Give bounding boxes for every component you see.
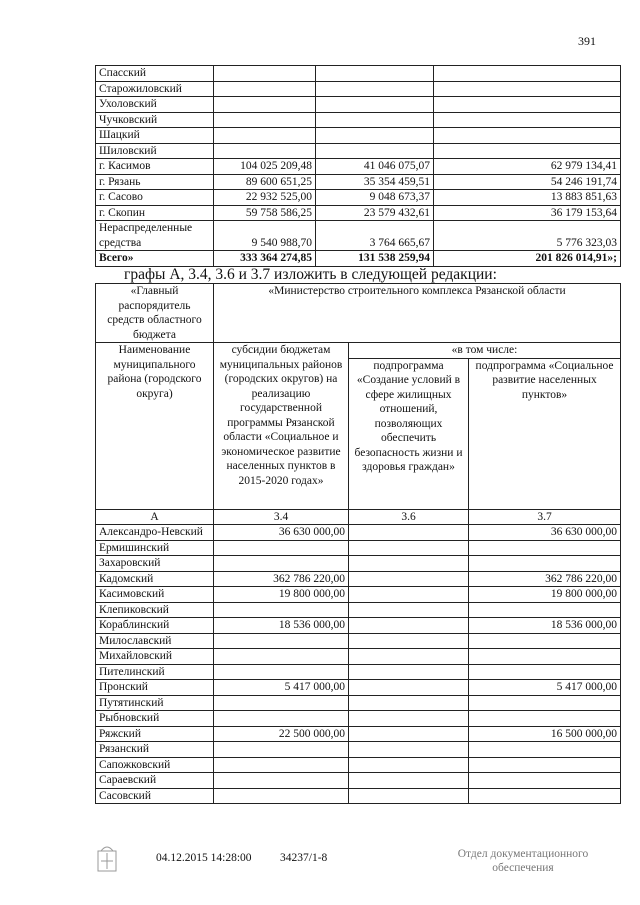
table-row [96,221,621,251]
value-cell [434,66,621,82]
value-cell: 5 417 000,00 [214,680,349,696]
value-cell: 19 800 000,00 [469,587,621,603]
table-row [96,618,621,634]
value-cell [469,540,621,556]
district-name-cell: Рыбновский [96,711,214,727]
district-name-cell: г. Сасово [96,190,214,206]
department-stamp [448,847,598,875]
value-cell [434,128,621,144]
value-cell [469,757,621,773]
district-name-cell: Нераспределенные средства [96,221,214,251]
value-cell: 5 776 323,03 [434,221,621,251]
header-subprogram-housing: подпрограмма «Создание условий в сфере жилищных отношений, позволяющих обеспечить безопасность жизни и здоровья граждан» [349,358,469,509]
district-name-cell: Михайловский [96,649,214,665]
value-cell [214,66,316,82]
value-cell [469,556,621,572]
value-cell [349,773,469,789]
district-name-cell: Захаровский [96,556,214,572]
table-row [96,602,621,618]
table-row [96,174,621,190]
district-name-cell: г. Касимов [96,159,214,175]
table-row [96,128,621,144]
value-cell [316,128,434,144]
value-cell [214,788,349,804]
table-row [96,556,621,572]
table-row [96,587,621,603]
table-row [96,112,621,128]
table-row [96,525,621,541]
value-cell [469,695,621,711]
table-row [96,571,621,587]
value-cell [349,602,469,618]
value-cell [349,618,469,634]
district-name-cell: Ермишинский [96,540,214,556]
value-cell: 22 932 525,00 [214,190,316,206]
value-cell [349,525,469,541]
district-name-cell: Сасовский [96,788,214,804]
value-cell [434,81,621,97]
value-cell [349,695,469,711]
header-district-name: Наименование муниципального района (городского округа) [96,343,214,510]
value-cell [469,649,621,665]
value-cell [214,742,349,758]
value-cell [214,695,349,711]
district-name-cell: Старожиловский [96,81,214,97]
value-cell [214,633,349,649]
value-cell [316,97,434,113]
district-name-cell: Александро-Невский [96,525,214,541]
value-cell [214,757,349,773]
district-name-cell: Клепиковский [96,602,214,618]
value-cell [316,112,434,128]
table-row [96,680,621,696]
value-cell [349,540,469,556]
value-cell: 13 883 851,63 [434,190,621,206]
value-cell [316,81,434,97]
table-row [96,66,621,82]
value-cell [349,587,469,603]
value-cell: 36 179 153,64 [434,205,621,221]
value-cell [349,788,469,804]
value-cell [349,711,469,727]
col-code-3-6: 3.6 [349,509,469,525]
value-cell [349,742,469,758]
district-name-cell: Касимовский [96,587,214,603]
header-ministry: «Министерство строительного комплекса Рязанской области [214,284,621,343]
value-cell [469,742,621,758]
value-cell [349,664,469,680]
page-number: 391 [578,34,596,48]
value-cell: 3 764 665,67 [316,221,434,251]
table-row [96,726,621,742]
table-row [96,190,621,206]
district-name-cell: Ряжский [96,726,214,742]
budget-table-continued [95,65,621,267]
header-subprogram-social: подпрограмма «Социальное развитие населенных пунктов» [469,358,621,509]
value-cell [349,633,469,649]
value-cell [349,649,469,665]
value-cell: 5 417 000,00 [469,680,621,696]
district-name-cell: Кораблинский [96,618,214,634]
table-row [96,711,621,727]
value-cell: 89 600 651,25 [214,174,316,190]
table-row [96,742,621,758]
value-cell [214,664,349,680]
intro-text: графы А, 3.4, 3.6 и 3.7 изложить в следующей редакции: [124,266,497,283]
value-cell [349,556,469,572]
table-row [96,143,621,159]
value-cell: 18 536 000,00 [214,618,349,634]
value-cell: 23 579 432,61 [316,205,434,221]
header-main-distributor: «Главный распорядитель средств областного бюджета [96,284,214,343]
stamp-line-2: обеспечения [492,862,554,874]
coat-of-arms-icon [96,843,118,875]
district-name-cell: Кадомский [96,571,214,587]
value-cell [214,81,316,97]
district-name-cell: Шиловский [96,143,214,159]
district-name-cell: Пителинский [96,664,214,680]
value-cell: 36 630 000,00 [469,525,621,541]
value-cell [214,773,349,789]
value-cell [434,143,621,159]
value-cell [469,633,621,649]
district-name-cell: Всего» [96,251,214,267]
value-cell: 36 630 000,00 [214,525,349,541]
value-cell [214,540,349,556]
value-cell: 18 536 000,00 [469,618,621,634]
table-row [96,788,621,804]
value-cell: 16 500 000,00 [469,726,621,742]
value-cell [349,757,469,773]
value-cell [469,773,621,789]
value-cell: 201 826 014,91»; [434,251,621,267]
value-cell: 41 046 075,07 [316,159,434,175]
value-cell [349,680,469,696]
value-cell [434,97,621,113]
table-row [96,205,621,221]
value-cell: 362 786 220,00 [469,571,621,587]
value-cell: 131 538 259,94 [316,251,434,267]
value-cell: 19 800 000,00 [214,587,349,603]
value-cell: 333 364 274,85 [214,251,316,267]
value-cell: 9 540 988,70 [214,221,316,251]
district-name-cell: г. Скопин [96,205,214,221]
table-row [96,97,621,113]
footer-doc-number: 34237/1-8 [280,852,328,864]
budget-table-new [95,283,621,804]
district-name-cell: Шацкий [96,128,214,144]
value-cell [469,788,621,804]
district-name-cell: Сараевский [96,773,214,789]
col-code-a: А [96,509,214,525]
table-row [96,81,621,97]
value-cell: 54 246 191,74 [434,174,621,190]
value-cell [214,143,316,159]
value-cell [214,97,316,113]
value-cell: 104 025 209,48 [214,159,316,175]
stamp-line-1: Отдел документационного [457,848,589,860]
value-cell [214,649,349,665]
table-row [96,773,621,789]
table-row [96,664,621,680]
value-cell [316,143,434,159]
total-row [96,251,621,267]
table-row [96,633,621,649]
header-including: «в том числе: [349,343,621,359]
value-cell: 59 758 586,25 [214,205,316,221]
value-cell: 62 979 134,41 [434,159,621,175]
value-cell [316,66,434,82]
table-row [96,757,621,773]
value-cell [214,711,349,727]
value-cell: 35 354 459,51 [316,174,434,190]
district-name-cell: Пронский [96,680,214,696]
district-name-cell: Путятинский [96,695,214,711]
value-cell [434,112,621,128]
table-row [96,159,621,175]
table-row [96,649,621,665]
value-cell [214,556,349,572]
value-cell [214,112,316,128]
district-name-cell: Рязанский [96,742,214,758]
district-name-cell: г. Рязань [96,174,214,190]
district-name-cell: Сапожковский [96,757,214,773]
district-name-cell: Милославский [96,633,214,649]
value-cell [469,711,621,727]
value-cell [349,726,469,742]
header-subsidy: субсидии бюджетам муниципальных районов (городских округов) на реализацию государственной программы Рязанской области «Социальное и экономическое развитие населенных пунктов в 2015-2020 годах» [214,343,349,510]
value-cell [469,664,621,680]
value-cell: 362 786 220,00 [214,571,349,587]
district-name-cell: Ухоловский [96,97,214,113]
table-row [96,540,621,556]
value-cell [469,602,621,618]
value-cell [349,571,469,587]
district-name-cell: Спасский [96,66,214,82]
table-row [96,695,621,711]
col-code-3-7: 3.7 [469,509,621,525]
value-cell [214,602,349,618]
district-name-cell: Чучковский [96,112,214,128]
footer-datetime: 04.12.2015 14:28:00 [156,852,252,864]
value-cell: 22 500 000,00 [214,726,349,742]
value-cell: 9 048 673,37 [316,190,434,206]
col-code-3-4: 3.4 [214,509,349,525]
value-cell [214,128,316,144]
